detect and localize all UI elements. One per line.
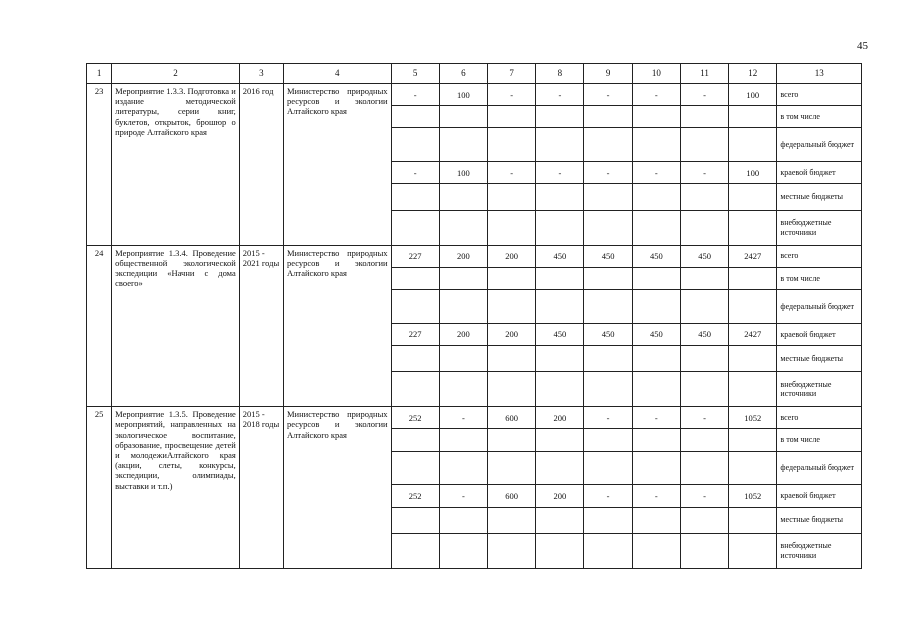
funding-source-label: местные бюджеты [777, 507, 862, 533]
value-cell: - [680, 485, 728, 507]
value-cell [632, 210, 680, 245]
value-cell [632, 507, 680, 533]
value-cell: 450 [584, 245, 632, 267]
value-cell [584, 106, 632, 128]
value-cell: - [632, 84, 680, 106]
value-cell: 227 [391, 245, 439, 267]
value-cell [439, 372, 487, 407]
column-header: 13 [777, 64, 862, 84]
value-cell: 450 [632, 245, 680, 267]
value-cell [488, 345, 536, 371]
value-cell [439, 429, 487, 451]
value-cell [488, 267, 536, 289]
value-cell [391, 429, 439, 451]
value-cell: 450 [536, 323, 584, 345]
column-header: 12 [729, 64, 777, 84]
value-cell [729, 451, 777, 485]
funding-source-label: федеральный бюджет [777, 128, 862, 162]
budget-table [86, 63, 862, 569]
value-cell [536, 507, 584, 533]
value-cell [729, 372, 777, 407]
value-cell [488, 106, 536, 128]
value-cell [488, 289, 536, 323]
value-cell [729, 429, 777, 451]
value-cell: - [391, 162, 439, 184]
value-cell [680, 184, 728, 210]
value-cell [439, 289, 487, 323]
funding-source-label: внебюджетные источники [777, 533, 862, 568]
value-cell [439, 533, 487, 568]
value-cell [584, 289, 632, 323]
row-index: 23 [87, 84, 112, 246]
column-header: 9 [584, 64, 632, 84]
value-cell [439, 345, 487, 371]
value-cell [632, 533, 680, 568]
value-cell [439, 184, 487, 210]
value-cell [391, 267, 439, 289]
value-cell [584, 210, 632, 245]
column-header: 4 [284, 64, 392, 84]
value-cell: 1052 [729, 485, 777, 507]
value-cell: 200 [536, 485, 584, 507]
value-cell [391, 372, 439, 407]
value-cell: - [488, 84, 536, 106]
value-cell [729, 184, 777, 210]
column-header: 5 [391, 64, 439, 84]
value-cell [680, 106, 728, 128]
value-cell [729, 128, 777, 162]
value-cell [488, 507, 536, 533]
value-cell [632, 106, 680, 128]
value-cell: 252 [391, 407, 439, 429]
value-cell [391, 345, 439, 371]
row-index: 25 [87, 407, 112, 569]
value-cell [584, 429, 632, 451]
value-cell: 450 [680, 323, 728, 345]
value-cell [391, 106, 439, 128]
value-cell [439, 210, 487, 245]
value-cell [536, 210, 584, 245]
value-cell [680, 128, 728, 162]
funding-source-label: местные бюджеты [777, 184, 862, 210]
value-cell [632, 372, 680, 407]
value-cell [632, 128, 680, 162]
value-cell [729, 106, 777, 128]
value-cell: 450 [584, 323, 632, 345]
activity-period: 2015 - 2018 годы [239, 407, 283, 569]
value-cell [680, 345, 728, 371]
value-cell: - [439, 485, 487, 507]
value-cell: - [584, 407, 632, 429]
value-cell [584, 451, 632, 485]
column-header: 10 [632, 64, 680, 84]
value-cell: - [536, 84, 584, 106]
value-cell [488, 429, 536, 451]
value-cell [729, 533, 777, 568]
value-cell [536, 267, 584, 289]
value-cell: - [632, 485, 680, 507]
activity-title: Мероприятие 1.3.4. Проведение общественной экологической экспедиции «Начни с дома своего» [112, 245, 240, 407]
funding-source-label: федеральный бюджет [777, 289, 862, 323]
value-cell [439, 451, 487, 485]
table-row [87, 84, 862, 106]
funding-source-label: краевой бюджет [777, 323, 862, 345]
value-cell [729, 210, 777, 245]
value-cell [439, 507, 487, 533]
column-header: 6 [439, 64, 487, 84]
value-cell [584, 507, 632, 533]
value-cell [680, 507, 728, 533]
value-cell: - [584, 485, 632, 507]
value-cell: 100 [729, 162, 777, 184]
funding-source-label: всего [777, 245, 862, 267]
value-cell [729, 507, 777, 533]
value-cell: - [632, 162, 680, 184]
column-header: 11 [680, 64, 728, 84]
funding-source-label: краевой бюджет [777, 162, 862, 184]
value-cell [391, 128, 439, 162]
value-cell: - [584, 84, 632, 106]
value-cell: - [488, 162, 536, 184]
value-cell: 2427 [729, 323, 777, 345]
value-cell [632, 184, 680, 210]
funding-source-label: всего [777, 407, 862, 429]
value-cell: 100 [439, 84, 487, 106]
value-cell [680, 372, 728, 407]
header-row [87, 64, 862, 84]
value-cell: 200 [488, 323, 536, 345]
value-cell [729, 267, 777, 289]
value-cell [536, 345, 584, 371]
value-cell [536, 451, 584, 485]
value-cell: 600 [488, 485, 536, 507]
table-row [87, 245, 862, 267]
value-cell [680, 451, 728, 485]
value-cell [391, 507, 439, 533]
activity-title: Мероприятие 1.3.5. Проведение мероприятий, направленных на экологическое воспитание, образование, просвещение детей и молодежиАлтайского края (акции, слеты, конкурсы, экспедиции, олимпиады, выставки и т.п.) [112, 407, 240, 569]
value-cell [391, 210, 439, 245]
table-row [87, 407, 862, 429]
value-cell [488, 533, 536, 568]
value-cell [729, 289, 777, 323]
value-cell: 252 [391, 485, 439, 507]
value-cell [680, 533, 728, 568]
activity-title: Мероприятие 1.3.3. Подготовка и издание методической литературы, серии книг, буклетов, открыток, брошюр о природе Алтайского края [112, 84, 240, 246]
funding-source-label: внебюджетные источники [777, 210, 862, 245]
funding-source-label: в том числе [777, 106, 862, 128]
value-cell [488, 372, 536, 407]
value-cell [536, 106, 584, 128]
value-cell [632, 451, 680, 485]
value-cell: - [584, 162, 632, 184]
value-cell [632, 345, 680, 371]
column-header: 7 [488, 64, 536, 84]
column-header: 8 [536, 64, 584, 84]
funding-source-label: всего [777, 84, 862, 106]
value-cell [488, 451, 536, 485]
funding-source-label: в том числе [777, 429, 862, 451]
funding-source-label: в том числе [777, 267, 862, 289]
value-cell [680, 267, 728, 289]
value-cell [680, 210, 728, 245]
value-cell: 1052 [729, 407, 777, 429]
value-cell: 450 [536, 245, 584, 267]
value-cell [729, 345, 777, 371]
column-header: 3 [239, 64, 283, 84]
value-cell [584, 267, 632, 289]
value-cell [584, 184, 632, 210]
value-cell [584, 372, 632, 407]
value-cell: 2427 [729, 245, 777, 267]
row-index: 24 [87, 245, 112, 407]
value-cell [391, 184, 439, 210]
value-cell: - [536, 162, 584, 184]
value-cell [680, 429, 728, 451]
value-cell [391, 533, 439, 568]
value-cell [680, 289, 728, 323]
value-cell [536, 429, 584, 451]
value-cell [391, 451, 439, 485]
value-cell: - [680, 162, 728, 184]
value-cell [391, 289, 439, 323]
value-cell [439, 106, 487, 128]
value-cell [488, 184, 536, 210]
value-cell: 200 [439, 245, 487, 267]
value-cell [584, 533, 632, 568]
value-cell: 600 [488, 407, 536, 429]
value-cell [632, 429, 680, 451]
activity-period: 2016 год [239, 84, 283, 246]
value-cell [584, 345, 632, 371]
value-cell: 200 [536, 407, 584, 429]
funding-source-label: внебюджетные источники [777, 372, 862, 407]
activity-executor: Министерство природных ресурсов и экологии Алтайского края [284, 245, 392, 407]
value-cell [536, 533, 584, 568]
value-cell [488, 210, 536, 245]
value-cell [536, 184, 584, 210]
column-header: 2 [112, 64, 240, 84]
value-cell: 100 [439, 162, 487, 184]
value-cell: - [632, 407, 680, 429]
value-cell [632, 289, 680, 323]
funding-source-label: краевой бюджет [777, 485, 862, 507]
activity-executor: Министерство природных ресурсов и экологии Алтайского края [284, 84, 392, 246]
value-cell [439, 267, 487, 289]
value-cell: 100 [729, 84, 777, 106]
value-cell [632, 267, 680, 289]
value-cell [536, 289, 584, 323]
column-header: 1 [87, 64, 112, 84]
value-cell [584, 128, 632, 162]
value-cell: - [439, 407, 487, 429]
value-cell [488, 128, 536, 162]
value-cell: - [680, 84, 728, 106]
value-cell [536, 128, 584, 162]
activity-period: 2015 - 2021 годы [239, 245, 283, 407]
value-cell: 200 [488, 245, 536, 267]
value-cell: 450 [680, 245, 728, 267]
value-cell: 200 [439, 323, 487, 345]
value-cell: - [391, 84, 439, 106]
value-cell [536, 372, 584, 407]
value-cell: 227 [391, 323, 439, 345]
funding-source-label: местные бюджеты [777, 345, 862, 371]
funding-source-label: федеральный бюджет [777, 451, 862, 485]
value-cell: 450 [632, 323, 680, 345]
value-cell [439, 128, 487, 162]
value-cell: - [680, 407, 728, 429]
activity-executor: Министерство природных ресурсов и экологии Алтайского края [284, 407, 392, 569]
page-number: 45 [857, 40, 868, 52]
